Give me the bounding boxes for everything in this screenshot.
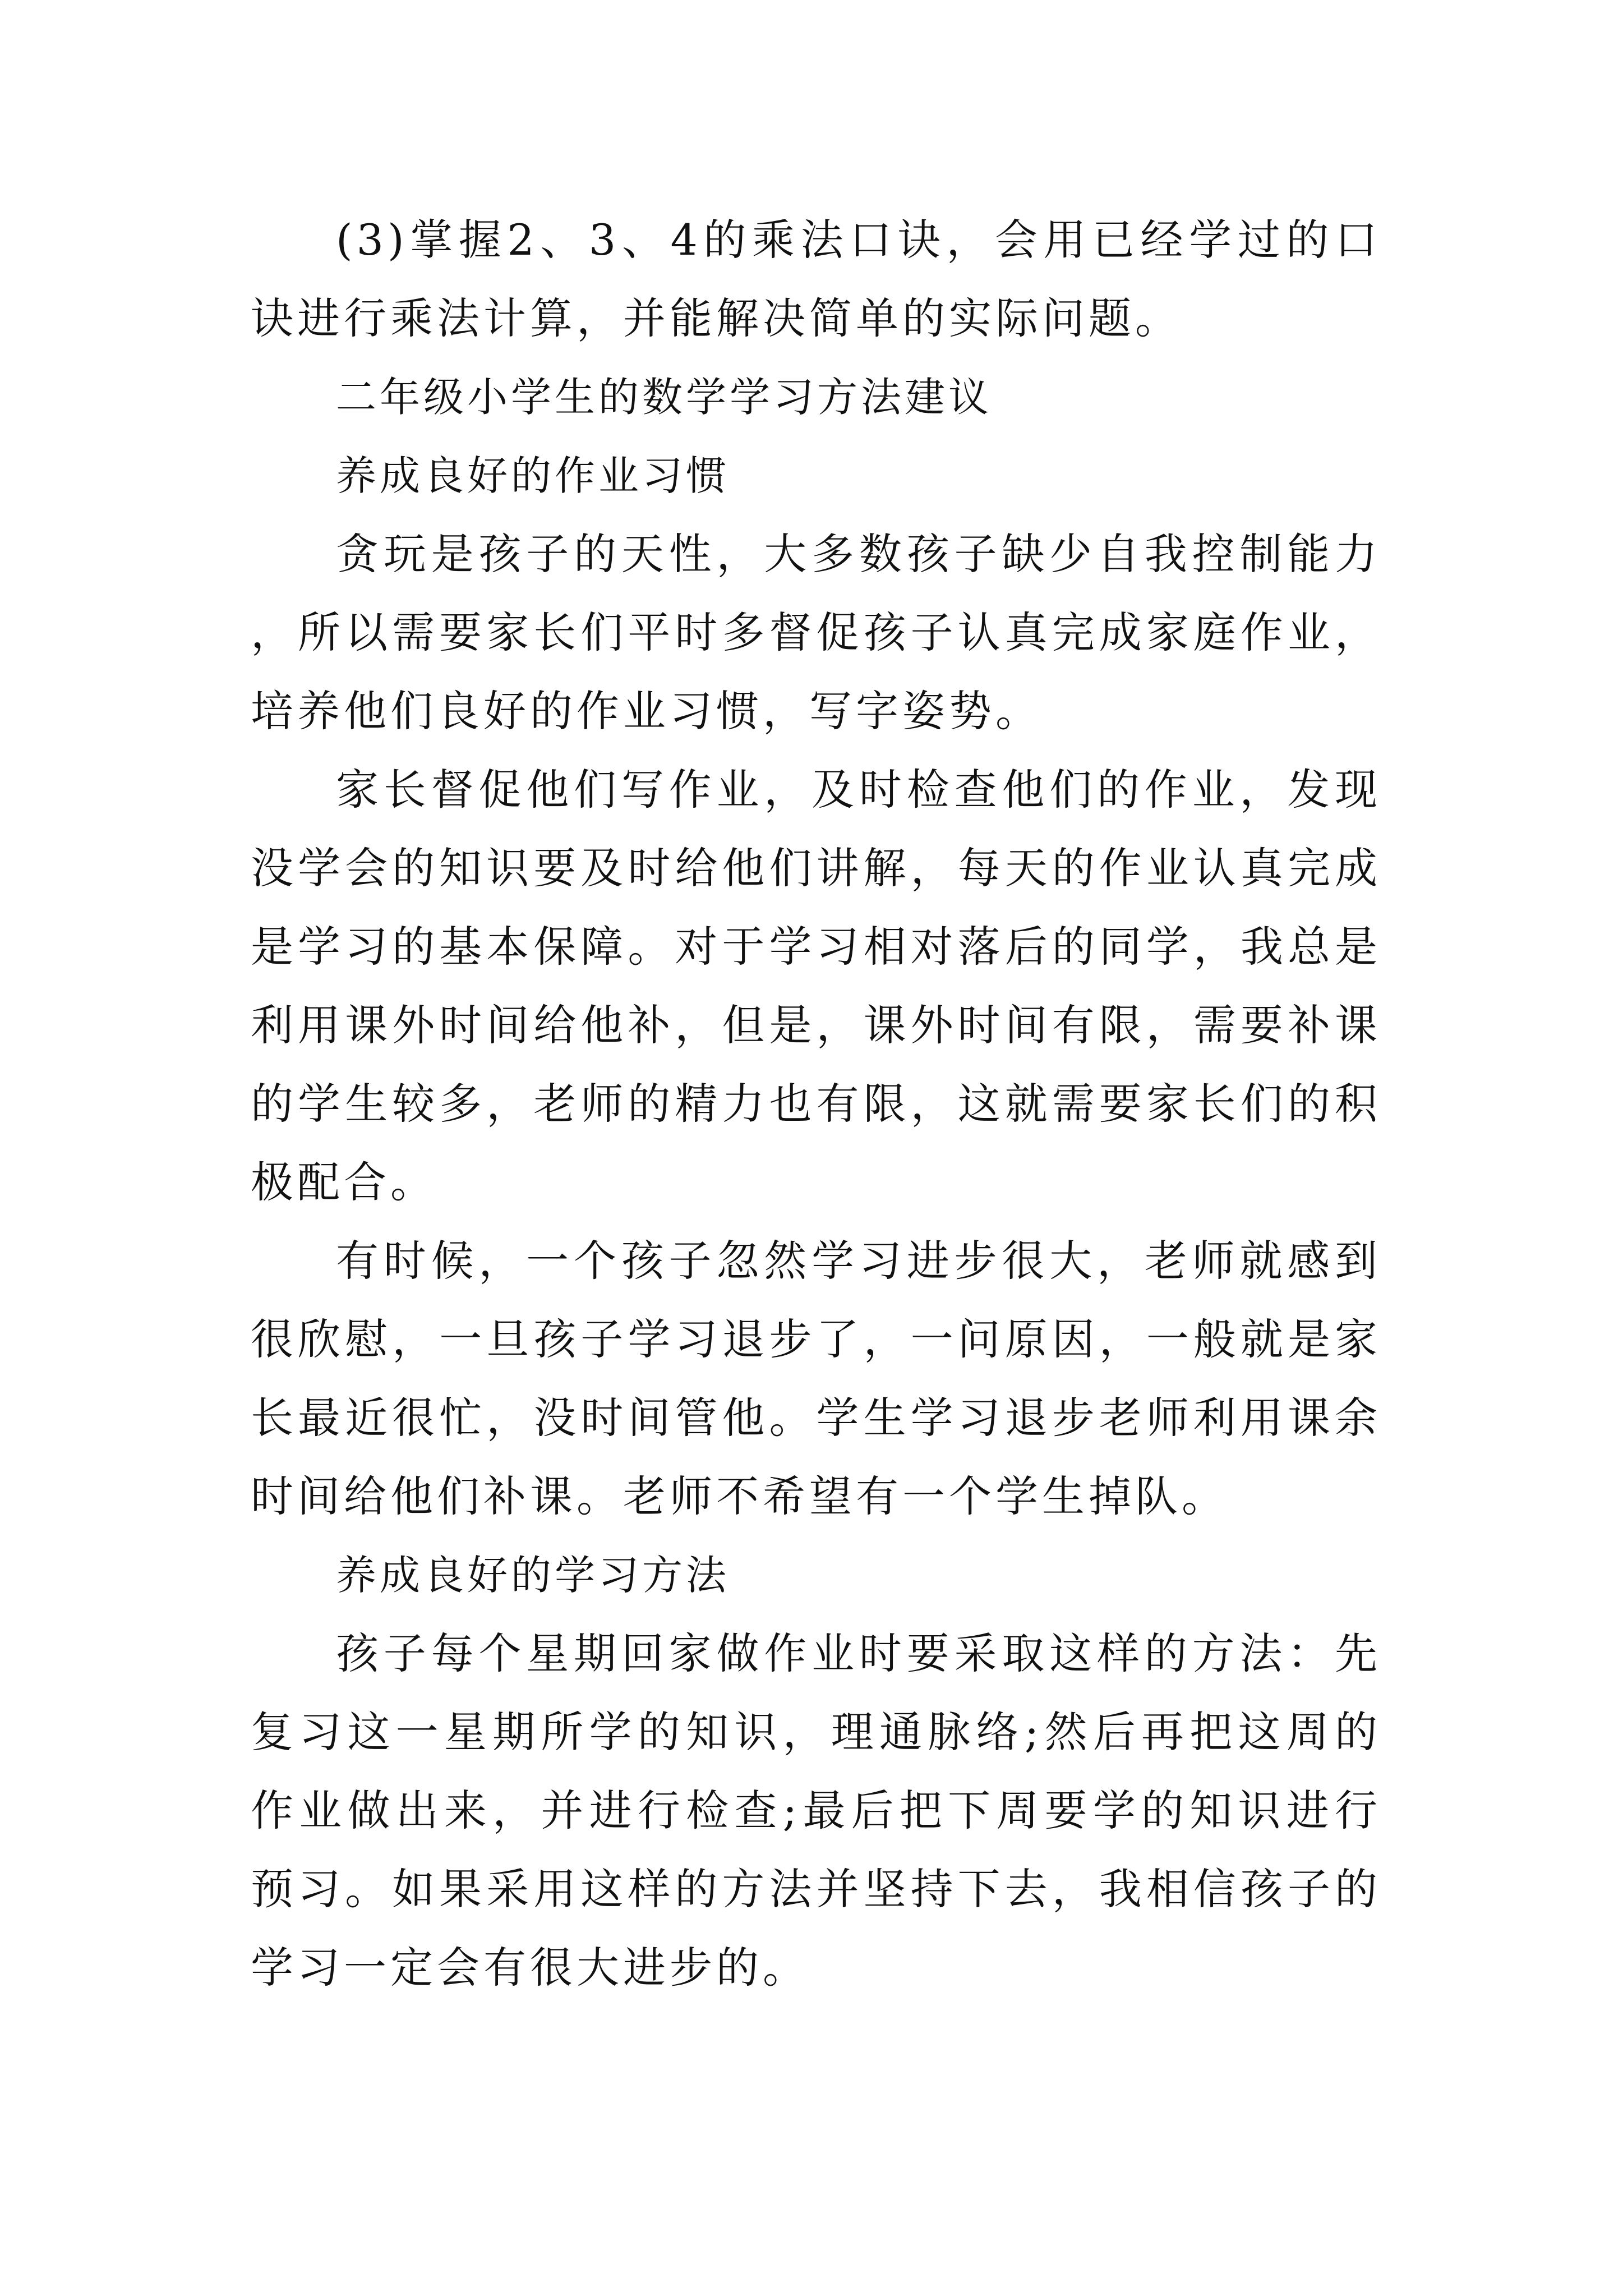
paragraph-progress: 有时候，一个孩子忽然学习进步很大，老师就感到很欣慰，一旦孩子学习退步了，一问原因，一般就是家长最近很忙，没时间管他。学生学习退步老师利用课余时间给他们补课。老师不希望有一个学生掉队。 xyxy=(251,1236,1381,1521)
paragraph-homework-habits: 贪玩是孩子的天性，大多数孩子缺少自我控制能力，所以需要家长们平时多督促孩子认真完成家庭作业，培养他们良好的作业习惯，写字姿势。 xyxy=(251,529,1381,736)
subheading-homework-habits: 养成良好的作业习惯 xyxy=(336,452,730,499)
paragraph-weekly-method: 孩子每个星期回家做作业时要采取这样的方法：先复习这一星期所学的知识，理通脉络;然后再把这周的作业做出来，并进行检查;最后把下周要学的知识进行预习。如果采用这样的方法并坚持下去，我相信孩子的学习一定会有很大进步的。 xyxy=(251,1628,1381,1993)
document-body xyxy=(251,201,1381,2007)
subheading-learning-methods: 养成良好的学习方法 xyxy=(336,1552,730,1599)
paragraph-parent-supervision: 家长督促他们写作业，及时检查他们的作业，发现没学会的知识要及时给他们讲解，每天的作业认真完成是学习的基本保障。对于学习相对落后的同学，我总是利用课外时间给他补，但是，课外时间有限，需要补课的学生较多，老师的精力也有限，这就需要家长们的积极配合。 xyxy=(251,765,1381,1207)
section-title-study-methods: 二年级小学生的数学学习方法建议 xyxy=(336,374,993,421)
paragraph-multiplication-goal: (3)掌握2、3、4的乘法口诀，会用已经学过的口诀进行乘法计算，并能解决简单的实际问题。 xyxy=(251,215,1381,343)
